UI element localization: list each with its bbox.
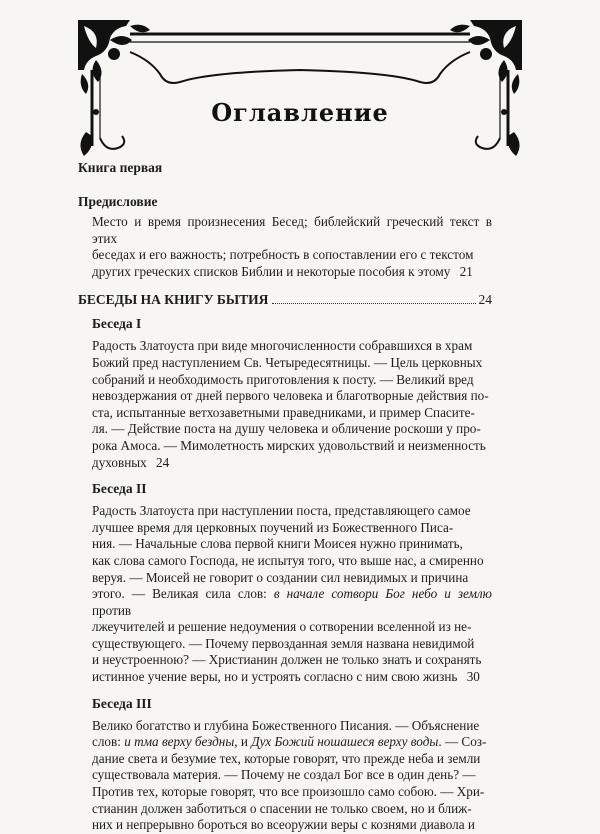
main-section-heading-row xyxy=(78,292,492,308)
main-section-page-number: 24 xyxy=(478,292,492,308)
table-of-contents xyxy=(78,160,492,834)
sermon-2-line: лучшее время для церковных поучений из Божественного Писа- xyxy=(92,519,454,535)
sermon-1-line: Радость Златоуста при виде многочисленности собравшихся в храм xyxy=(92,338,473,354)
sermon-1-page-number: 24 xyxy=(156,454,170,470)
sermon-2-italic-quote: в начале сотвори Бог небо и землю xyxy=(273,586,492,602)
preface-line-2: беседах и его важность; потребность в сопоставлении его с текстом xyxy=(92,247,474,263)
sermon-2-line: ния. — Начальные слова первой книги Моисея нужно принимать, xyxy=(92,536,463,552)
preface-entry xyxy=(92,214,492,280)
sermon-3-text: , и xyxy=(234,734,252,750)
dot-leader xyxy=(272,303,475,304)
preface-last-text: других греческих списков Библии и некоторые пособия к этому xyxy=(92,263,451,279)
sermon-3-text: слов: xyxy=(92,734,125,750)
sermon-2-line-mixed xyxy=(92,586,492,619)
sermon-2-line: существующего. — Почему первозданная земля названа невидимой xyxy=(92,635,475,651)
sermon-2-page-number: 30 xyxy=(466,669,480,685)
sermon-2-text: — Великая сила слов: xyxy=(124,586,274,602)
sermon-2-heading: Беседа II xyxy=(92,481,147,497)
sermon-2-entry xyxy=(92,503,492,686)
sermon-2-text: против xyxy=(92,602,132,618)
sermon-3-italic-quote: и тма верху бездны xyxy=(124,734,235,750)
sermon-3-line: существовала материя. — Почему не создал Бог все в один день? — xyxy=(92,767,476,783)
sermon-2-line: веруя. — Моисей не говорит о создании сил невидимых и причина xyxy=(92,569,469,585)
sermon-1-line: Божий пред наступлением Св. Четыредесятницы. — Цель церковных xyxy=(92,354,483,370)
sermon-3-line: них и непрерывно бороться во всеоружии веры с кознями диавола и xyxy=(92,817,475,833)
sermon-1-last-line xyxy=(92,455,492,472)
sermon-1-line: невоздержания от дней первого человека и благотворные действия по- xyxy=(92,388,489,404)
preface-last-line xyxy=(92,264,492,281)
main-section-heading: БЕСЕДЫ НА КНИГУ БЫТИЯ xyxy=(78,292,269,308)
sermon-3-line: стианин должен заботиться о спасении не только своем, но и ближ- xyxy=(92,800,472,816)
sermon-2-text: этого. xyxy=(92,586,125,602)
sermon-3-line: Велико богатство и глубина Божественного Писания. — Объяснение xyxy=(92,717,480,733)
book-title: Книга первая xyxy=(78,160,163,175)
page-title: Оглавление xyxy=(211,98,389,127)
sermon-1-last-text: духовных xyxy=(92,454,147,470)
sermon-1-line: ля. — Действие поста на душу человека и обличение роскоши у про- xyxy=(92,421,481,437)
preface-page-number: 21 xyxy=(459,263,473,279)
sermon-3-line: Против тех, которые говорят, что все произошло само собою. — Хри- xyxy=(92,784,485,800)
sermon-1-line: собраний и необходимость приготовления к посту. — Великий вред xyxy=(92,371,474,387)
sermon-3-line-mixed xyxy=(92,734,492,751)
sermon-3-entry xyxy=(92,718,492,834)
sermon-1-line: рока Амоса. — Мимолетность мирских удовольствий и неизменность xyxy=(92,437,486,453)
sermon-1-line: ста, испытанные ветхозаветными праведниками, и пример Спасите- xyxy=(92,404,475,420)
sermon-2-last-text: истинное учение веры, но и устроять согласно с ним свою жизнь xyxy=(92,669,458,685)
sermon-3-line: дание света и безумие тех, которые говорят, что прежде неба и земли xyxy=(92,750,481,766)
sermon-3-text: . — Соз- xyxy=(438,734,487,750)
ornamental-header-frame xyxy=(70,12,530,160)
sermon-1-heading: Беседа I xyxy=(92,316,142,332)
sermon-3-italic-quote: Дух Божий ношашеся верху воды xyxy=(251,734,439,750)
sermon-2-line: Радость Златоуста при наступлении поста, представляющего самое xyxy=(92,503,471,519)
sermon-1-entry xyxy=(92,338,492,471)
ornament-graphic xyxy=(70,12,530,160)
sermon-2-line: как слова самого Господа, не испытуя того, что выше нас, а смиренно xyxy=(92,552,484,568)
preface-heading: Предисловие xyxy=(78,194,158,209)
sermon-2-line: лжеучителей и решение недоумения о сотворении вселенной из не- xyxy=(92,619,472,635)
sermon-2-line: и неустроенною? — Христианин должен не только знать и сохранять xyxy=(92,652,482,668)
sermon-3-heading: Беседа III xyxy=(92,695,152,711)
sermon-2-last-line xyxy=(92,669,492,686)
preface-line-1: Место и время произнесения Бесед; библейский греческий текст в этих xyxy=(92,214,492,246)
